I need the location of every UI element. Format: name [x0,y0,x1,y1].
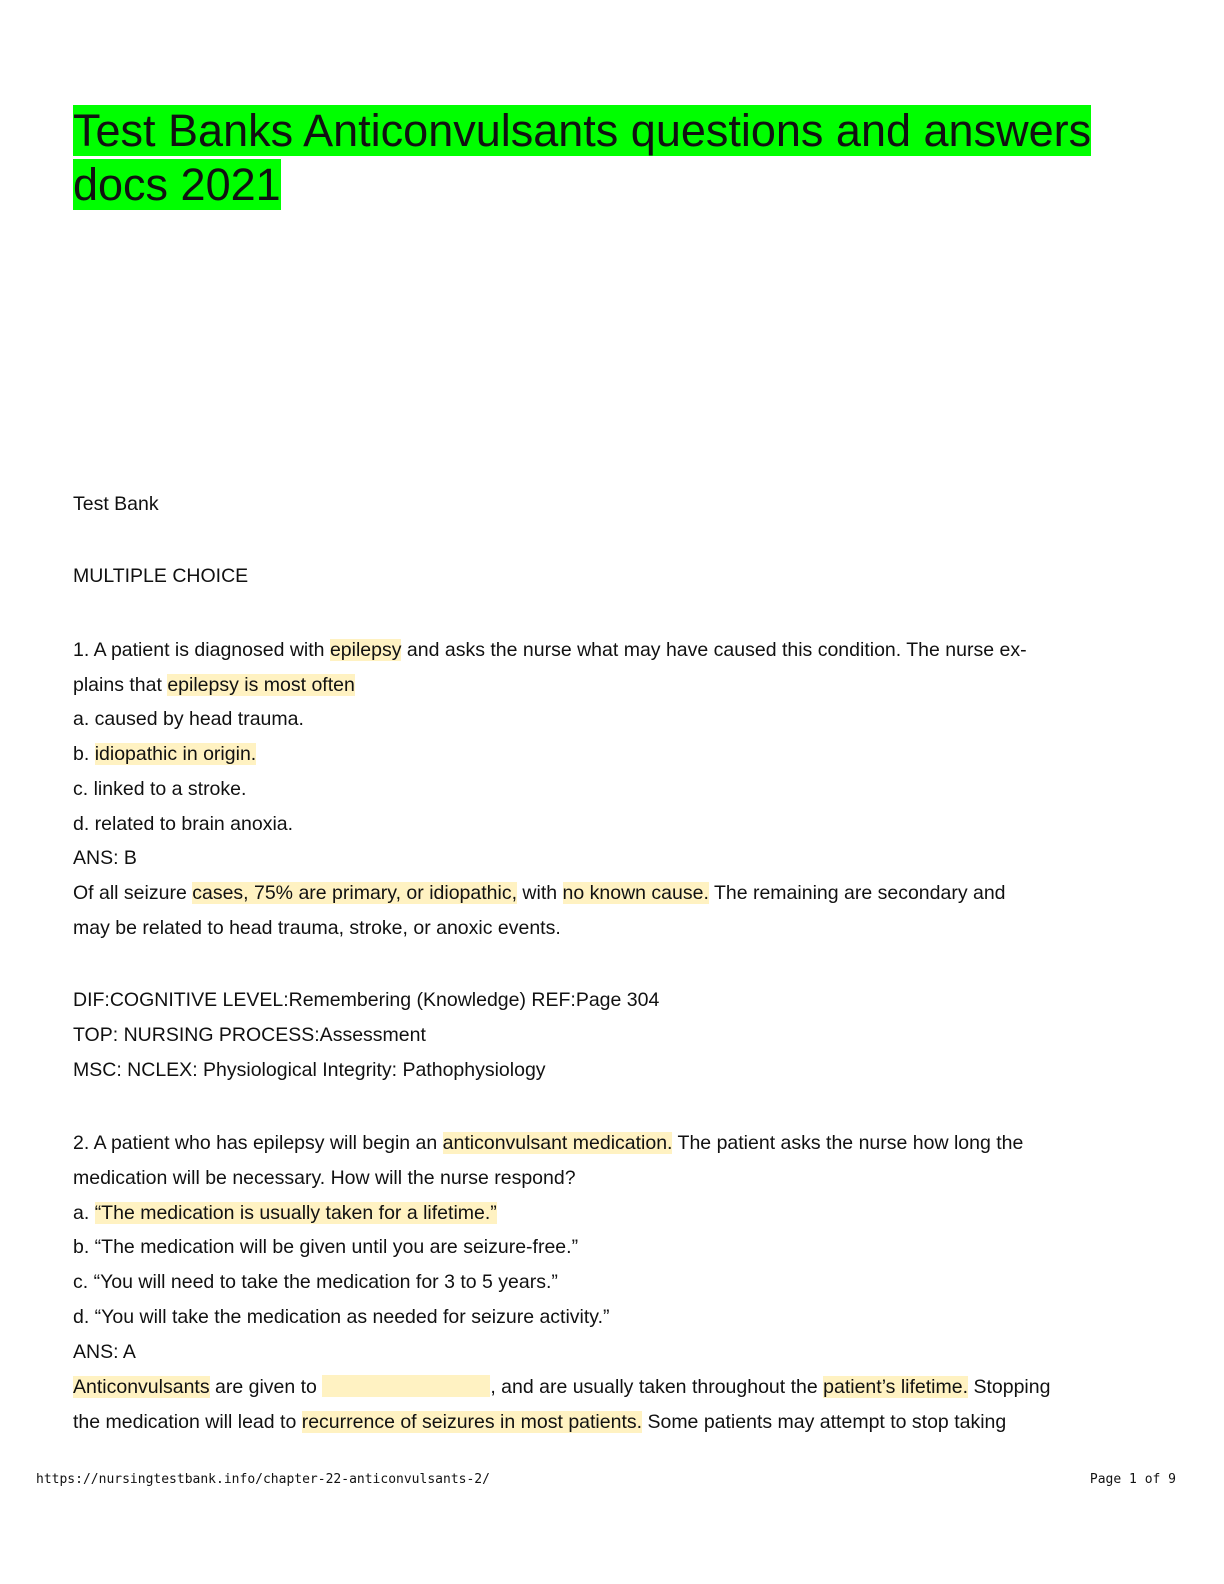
q2-option-c: c. “You will need to take the medication for 3 to 5 years.” [73,1271,558,1293]
q1-stem-line2: plains that epilepsy is most often [73,674,355,696]
q2-option-b: b. “The medication will be given until you are seizure-free.” [73,1236,579,1258]
q1-option-b: b. idiopathic in origin. [73,743,257,765]
highlight: Anticonvulsants [73,1376,210,1398]
highlight: recurrence of seizures in most patients. [301,1411,643,1433]
document-title: Test Banks Anticonvulsants questions and answers docs 2021 [73,105,1092,210]
q2-stem-line1: 2. A patient who has epilepsy will begin an anticonvulsant medication. The patient asks the nurse how long the [73,1132,1024,1154]
highlight: no known cause. [562,882,709,904]
highlight: cases, 75% are primary, or idiopathic, [192,882,517,904]
highlight: epilepsy [329,639,402,661]
highlight: idiopathic in origin. [94,743,257,765]
q2-option-d: d. “You will take the medication as needed for seizure activity.” [73,1306,610,1328]
q1-answer: ANS: B [73,847,137,869]
footer-page-number: Page 1 of 9 [1089,1472,1176,1487]
q2-option-a: a. “The medication is usually taken for a lifetime.” [73,1202,497,1224]
highlight: patient’s lifetime. [823,1376,969,1398]
q1-msc: MSC: NCLEX: Physiological Integrity: Pathophysiology [73,1059,546,1081]
q1-option-a: a. caused by head trauma. [73,708,304,730]
section-label: Test Bank [73,493,159,515]
highlight: “The medication is usually taken for a lifetime.” [94,1202,497,1224]
redacted-highlight [322,1375,490,1397]
q1-rationale-line2: may be related to head trauma, stroke, or anoxic events. [73,917,561,939]
highlight: anticonvulsant medication. [442,1132,673,1154]
highlight: epilepsy is most often [167,674,355,696]
footer-url[interactable]: https://nursingtestbank.info/chapter-22-anticonvulsants-2/ [36,1472,490,1487]
q1-option-d: d. related to brain anoxia. [73,813,294,835]
q1-option-c: c. linked to a stroke. [73,778,247,800]
q1-rationale-line1: Of all seizure cases, 75% are primary, or idiopathic, with no known cause. The remaining are secondary and [73,882,1006,904]
q2-stem-line2: medication will be necessary. How will the nurse respond? [73,1167,576,1189]
q1-stem-line1: 1. A patient is diagnosed with epilepsy and asks the nurse what may have caused this condition. The nurse ex- [73,639,1027,661]
q2-rationale-line1: Anticonvulsants are given to , and are usually taken throughout the patient’s lifetime. Stopping [73,1376,1051,1398]
q2-rationale-line2: the medication will lead to recurrence of seizures in most patients. Some patients may attempt to stop taking [73,1411,1007,1433]
section-type: MULTIPLE CHOICE [73,565,249,587]
q2-answer: ANS: A [73,1341,136,1363]
q1-dif: DIF:COGNITIVE LEVEL:Remembering (Knowledge) REF:Page 304 [73,989,660,1011]
q1-top: TOP: NURSING PROCESS:Assessment [73,1024,426,1046]
